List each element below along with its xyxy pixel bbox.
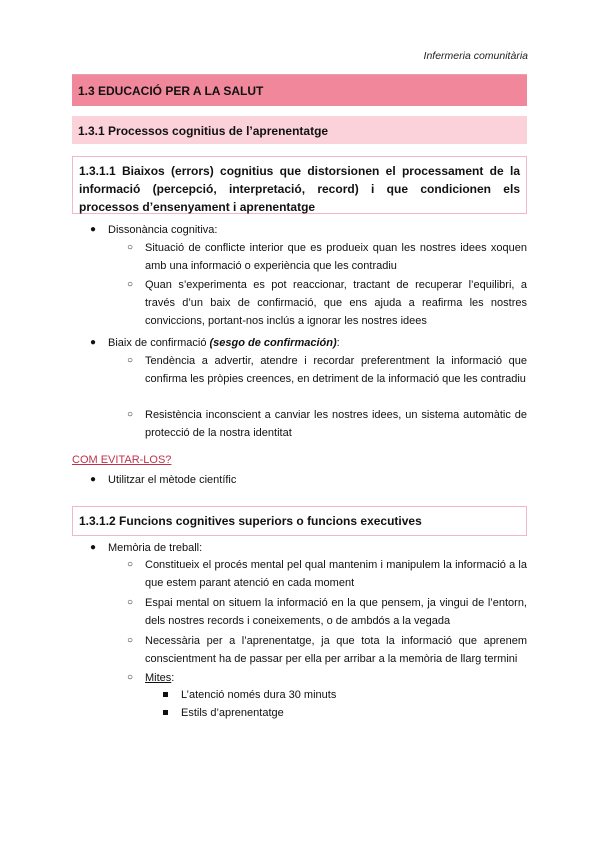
subsection-title: 1.3.1 Processos cognitius de l’aprenentatge: [72, 116, 527, 144]
bullet-dot: ●: [90, 337, 97, 348]
list-item-mite-2: Estils d’aprenentatge: [181, 707, 284, 719]
com-evitar-heading: COM EVITAR-LOS?: [72, 454, 172, 466]
bullet-square: [163, 710, 168, 715]
list-item-biaix: Biaix de confirmació (sesgo de confirmación):: [108, 337, 340, 349]
list-item-biaix-2: Resistència inconscient a canviar les nostres idees, un sistema automàtic de protecció de la nostra identitat: [145, 409, 527, 439]
list-item-mites: Mites:: [145, 672, 175, 684]
bullet-circle: ○: [127, 355, 134, 366]
section-title: 1.3 EDUCACIÓ PER A LA SALUT: [72, 74, 527, 106]
bullet-circle: ○: [127, 597, 134, 608]
bullet-square: [163, 692, 168, 697]
bullet-circle: ○: [127, 635, 134, 646]
bullet-dot: ●: [90, 474, 97, 485]
bullet-circle: ○: [127, 559, 134, 570]
bullet-circle: ○: [127, 672, 134, 683]
list-item-dissonancia: Dissonància cognitiva:: [108, 224, 218, 236]
list-item-biaix-1: Tendència a advertir, atendre i recordar preferentment la informació que confirma les pròpies creences, en detriment de la informació que les contradiu: [145, 355, 527, 385]
list-item-dissonancia-2: Quan s’experimenta es pot reaccionar, tractant de recuperar l’equilibri, a través d’un baix de confirmació, que ens ajuda a reafirma les nostres conviccions, portant-nos inclús a ignorar les nostres idees: [145, 279, 527, 327]
list-item-memoria: Memòria de treball:: [108, 542, 203, 554]
box-heading-biaixos: 1.3.1.1 Biaixos (errors) cognitius que distorsionen el processament de la informació (percepció, interpretació, record) i que condicionen els processos d’ensenyament i aprenentatge: [72, 156, 527, 214]
box-heading-funcions: 1.3.1.2 Funcions cognitives superiors o funcions executives: [72, 506, 527, 536]
list-item-memoria-2: Espai mental on situem la informació en la que pensem, ja vingui de l’entorn, dels nostres records i coneixements, o de ambdós a la vegada: [145, 597, 527, 627]
bullet-circle: ○: [127, 242, 134, 253]
list-item-dissonancia-1: Situació de conflicte interior que es produeix quan les nostres idees xoquen amb una informació o experiència que les contradiu: [145, 242, 527, 272]
bullet-circle: ○: [127, 279, 134, 290]
running-header: Infermeria comunitària: [423, 50, 528, 62]
bullet-circle: ○: [127, 409, 134, 420]
list-item-memoria-3: Necessària per a l’aprenentatge, ja que tota la informació que aprenem conscientment ha de passar per ella per arribar a la memòria de llarg termini: [145, 635, 527, 665]
list-item-metode: Utilitzar el mètode científic: [108, 474, 237, 486]
bullet-dot: ●: [90, 542, 97, 553]
list-item-memoria-1: Constitueix el procés mental pel qual mantenim i manipulem la informació a la que estem parant atenció en cada moment: [145, 559, 527, 589]
list-item-mite-1: L’atenció només dura 30 minuts: [181, 689, 337, 701]
bullet-dot: ●: [90, 224, 97, 235]
